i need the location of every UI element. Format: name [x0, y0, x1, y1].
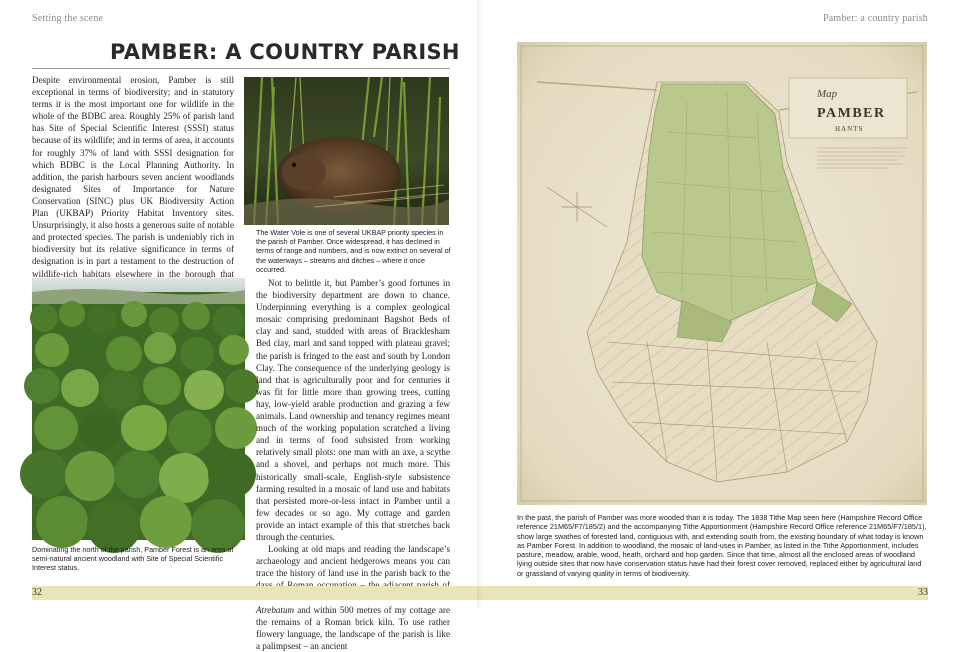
left-page [0, 0, 480, 651]
intro-paragraph: Despite environmental erosion, Pamber is still exceptional in terms of biodiversity; and in statutory terms it is the most important one for wildlife in the whole of the BDBC area. Roughly 25% of parish land has Site of Special Scientific Interest (SSSI) status because of its wildlife; and in terms of area, it accounts for roughly 37% of land with SSSI designation for which BDBC is the Local Planning Authority. In addition, the parish harbours seven ancient woodlands designated Sites of Importance for Nature Conservation (SINC) plus UK Biodiversity Action Plan (UKBAP) Priority Habitat Inventory sites. Unsurprisingly, it also hosts a generous suite of notable and protected species. The parish is undeniably rich in biodiversity but its relative significance in terms of designation is in part a testament to the destruction of wildlife-rich habitats elsewhere in the borough that [32, 75, 234, 279]
running-head-right: Pamber: a country parish [822, 13, 928, 24]
tithe-map-caption: In the past, the parish of Pamber was more wooded than it is today. The 1838 Tithe Map seen here (Hampshire Record Office reference 21M65/F7/185/2) and the accompanying Tithe Apportionment (Hampshire Record Office reference 21M65/F7/185/1), show large swathes of forested land, contiguous with, and extending south from, the existing boundary of what today is known as Pamber Forest. In addition to woodland, the mosaic of land-uses in Pamber, as listed in the Tithe Apportionment, includes pasture, meadow, arable, wood, heath, orchard and hop garden. Since that time, almost all the enclosed areas of woodland lying outside sites that now have conservation status have had their forest cover removed, replaced either by agricultural land or grassland of varying quality in terms of biodiversity. [517, 513, 927, 578]
intro-column [32, 74, 234, 279]
paragraph-history-part1: Looking at old maps and reading the landscape’s archaeology and ancient hedgerows means you can trace the history of land use in the parish back to the [256, 544, 450, 579]
forest-caption: Dominating the north of the parish, Pamber Forest is an area of semi-natural ancient woodland with Site of Special Scientific Interest status. [32, 545, 234, 573]
folio-band-left [32, 586, 480, 600]
calleva-italic: Atrebatum [256, 604, 295, 615]
water-vole-caption: The Water Vole is one of several UKBAP priority species in the parish of Pamber. Once widespread, it has declined in terms of range and numbers, and is now extinct on several of the waterways – streams and ditches – where it once occurred. [256, 228, 451, 274]
running-head: Setting the scene [32, 13, 104, 24]
tithe-map-drawing [517, 42, 927, 505]
water-vole-image [244, 77, 449, 225]
cartouche-hants-label: HANTS [835, 125, 864, 133]
tithe-map-image [517, 42, 927, 505]
cartouche-map-label: Map [817, 88, 838, 100]
page-number-right: 33 [918, 587, 928, 598]
main-column [256, 277, 450, 651]
book-gutter [477, 0, 483, 608]
folio-band-right [480, 586, 928, 600]
right-page [480, 0, 960, 608]
title-rule [32, 68, 450, 69]
page-title: PAMBER: A COUNTRY PARISH [110, 40, 460, 64]
water-vole-photo [244, 77, 449, 225]
paragraph-geology: Not to belittle it, but Pamber’s good fortunes in the biodiversity department are down to chance. Underpinning everything is a complex geological mosaic comprising predominant Bagshot Beds of clay and sand, studded with areas of Bracklesham Bed clay, marl and sand topped with plateau gravel; the parish is fringed to the east and south by London Clay. The consequence of the underlying geology is land that is agriculturally poor and for centuries it was fit for little more than growing trees, cutting hay, low-yield arable production and grazing a few animals. Land ownership and tenancy regimes meant much of the working population scratched a living and in terms of food subsisted from working relatively small plots: one man with an axe, a scythe and a shovel, and perhaps not much more. This historically small-scale, English-style subsistence farming resulted in a mosaic of land use and habitats that persisted more-or-less intact in Pamber until a few decades or so ago. My cottage and garden provide an intact example of this that stretches back through the centuries. [256, 278, 450, 542]
page-number-left: 32 [32, 587, 42, 598]
pamber-forest-photo [32, 278, 245, 540]
paragraph-history-part2: and within 500 metres of my cottage are the remains of a Roman brick kiln. To use rather flowery language, the landscape of the parish is like a palimpsest – an ancient [256, 604, 450, 651]
forest-aerial-image [32, 278, 245, 540]
cartouche-pamber-label: PAMBER [817, 106, 886, 121]
